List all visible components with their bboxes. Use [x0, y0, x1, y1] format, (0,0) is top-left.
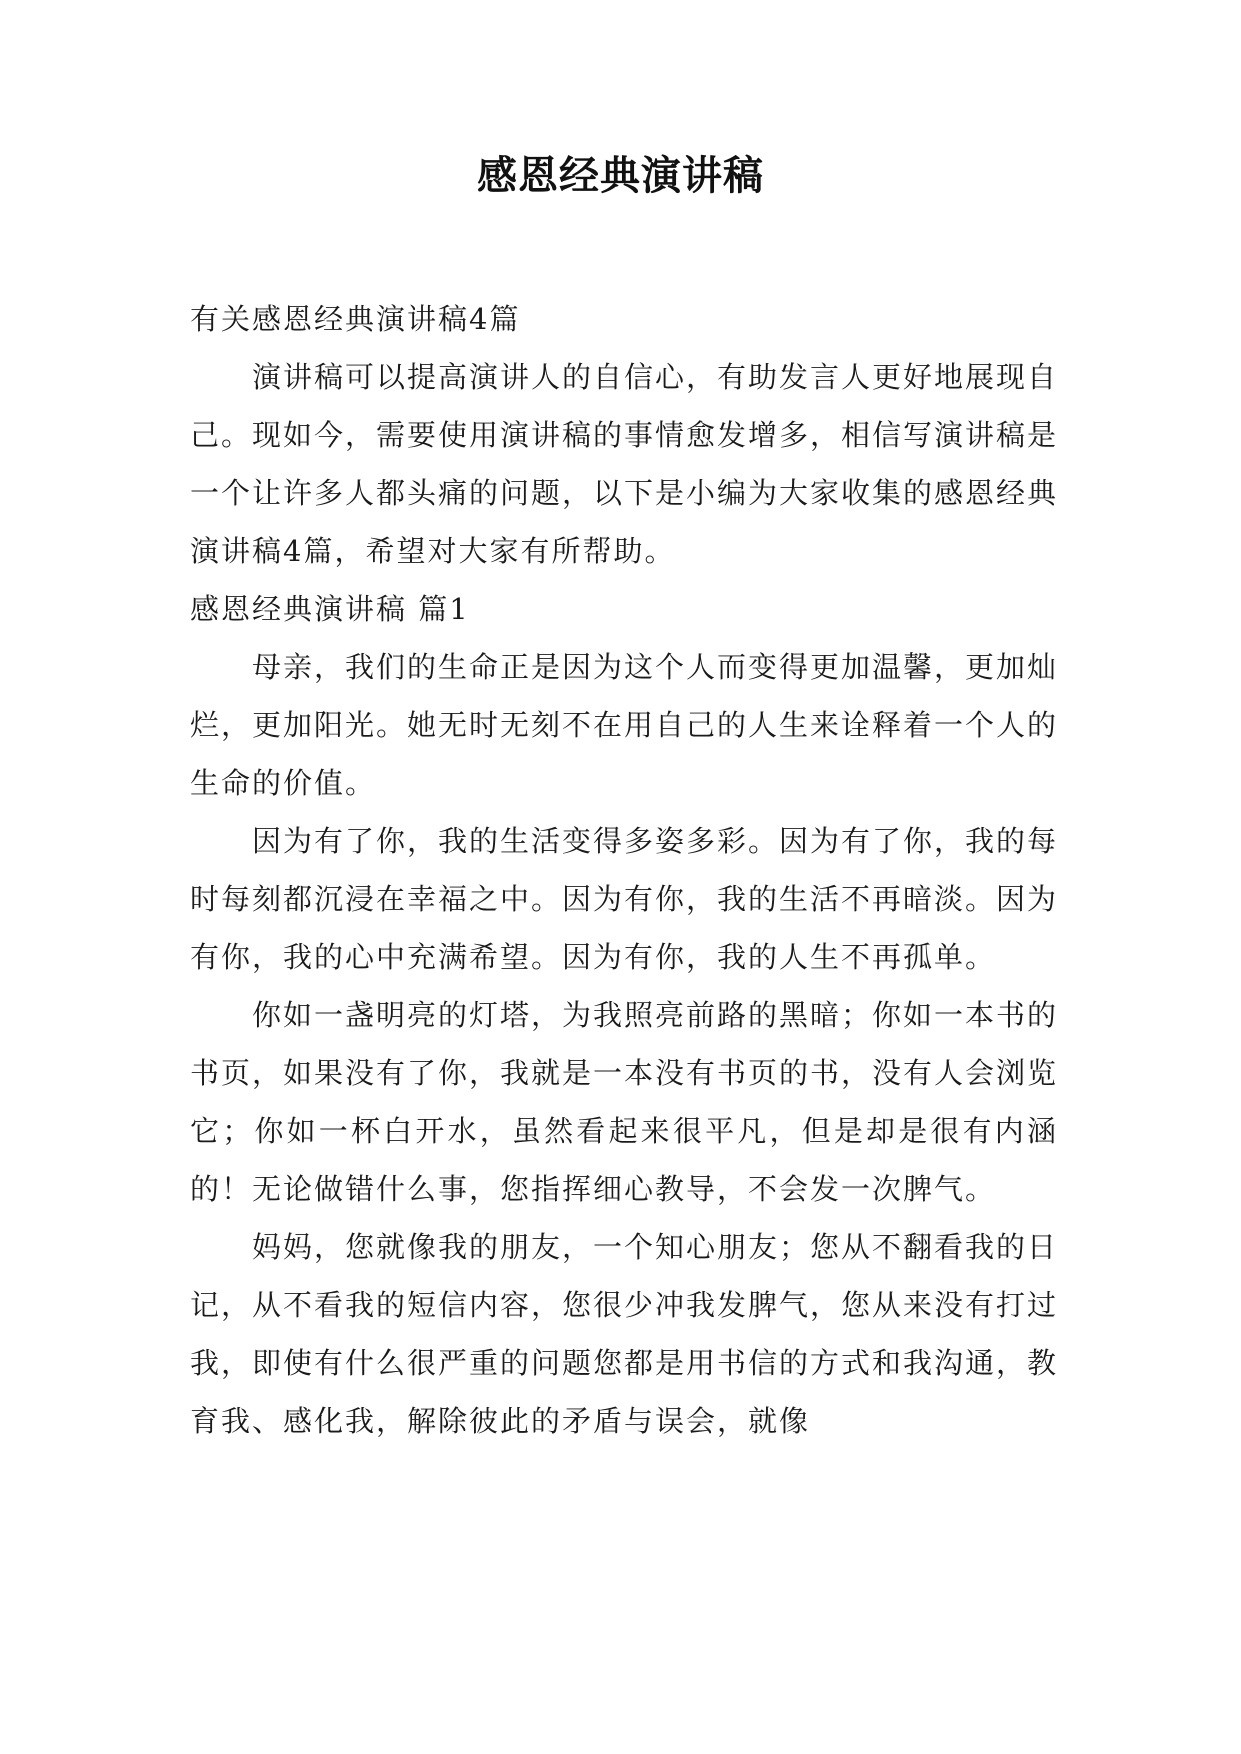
document-title: 感恩经典演讲稿: [477, 153, 764, 199]
body-paragraph: 妈妈，您就像我的朋友，一个知心朋友；您从不翻看我的日记，从不看我的短信内容，您很少冲我发脾气，您从来没有打过我，即使有什么很严重的问题您都是用书信的方式和我沟通，教育我、感化我，解除彼此的矛盾与误会，就像: [190, 1230, 1059, 1438]
subtitle-line: 有关感恩经典演讲稿4篇: [190, 302, 521, 336]
intro-paragraph: 演讲稿可以提高演讲人的自信心，有助发言人更好地展现自己。现如今，需要使用演讲稿的事情愈发增多，相信写演讲稿是一个让许多人都头痛的问题，以下是小编为大家收集的感恩经典演讲稿4篇，希望对大家有所帮助。: [190, 360, 1059, 568]
body-paragraph: 因为有了你，我的生活变得多姿多彩。因为有了你，我的每时每刻都沉浸在幸福之中。因为有你，我的生活不再暗淡。因为有你，我的心中充满希望。因为有你，我的人生不再孤单。: [190, 824, 1059, 974]
section-heading: 感恩经典演讲稿 篇1: [190, 592, 470, 626]
document-body: [190, 290, 1058, 1450]
body-paragraph: 母亲，我们的生命正是因为这个人而变得更加温馨，更加灿烂，更加阳光。她无时无刻不在用自己的人生来诠释着一个人的生命的价值。: [190, 650, 1059, 800]
body-paragraph: 你如一盏明亮的灯塔，为我照亮前路的黑暗；你如一本书的书页，如果没有了你，我就是一本没有书页的书，没有人会浏览它；你如一杯白开水，虽然看起来很平凡，但是却是很有内涵的！无论做错什么事，您指挥细心教导，不会发一次脾气。: [190, 998, 1059, 1206]
